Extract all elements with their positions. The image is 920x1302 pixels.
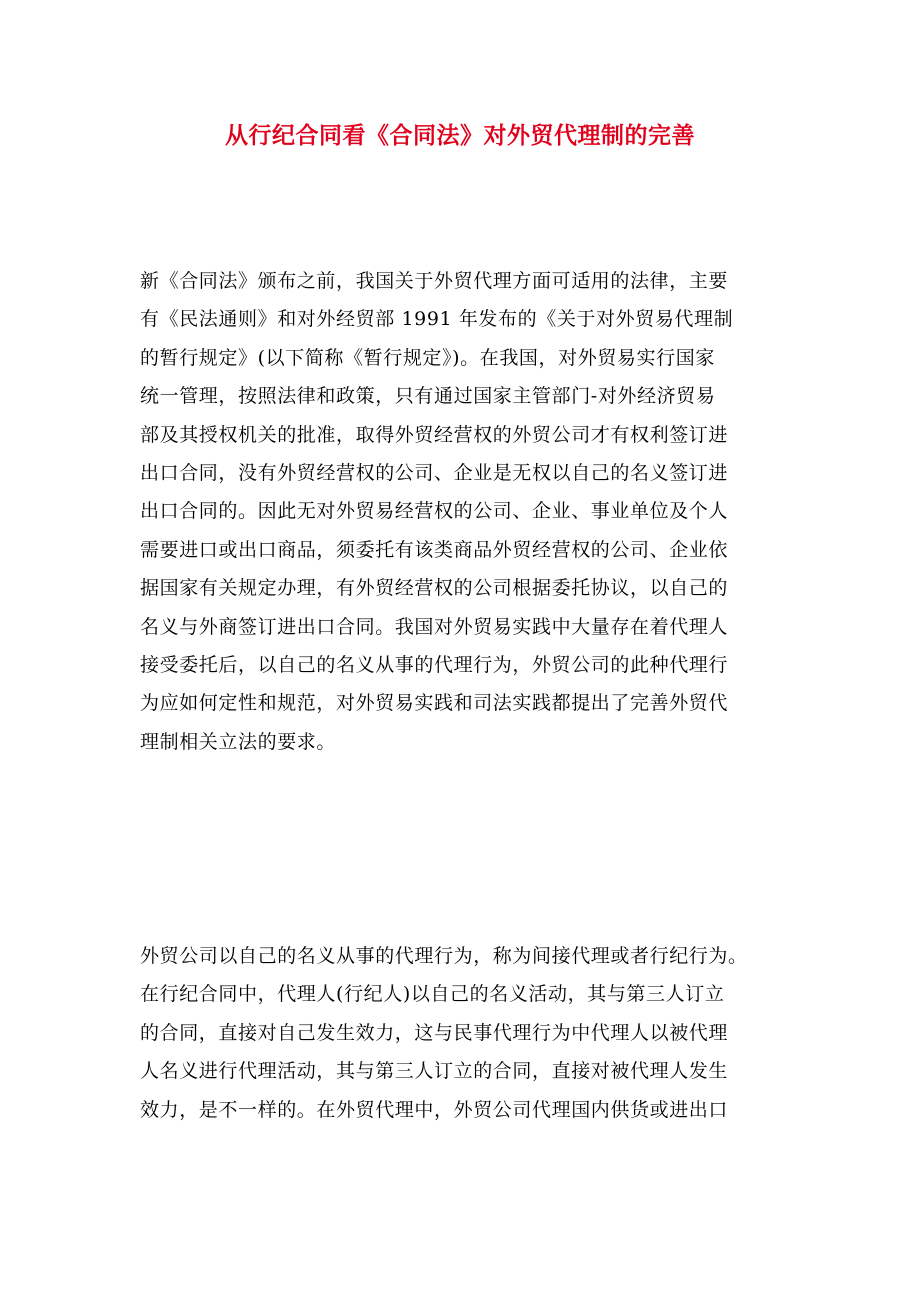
text-line: 名义与外商签订进出口合同。我国对外贸易实践中大量存在着代理人	[140, 615, 729, 638]
text-line: 效力，是不一样的。在外贸代理中，外贸公司代理国内供货或进出口	[140, 1098, 729, 1121]
text-line: 需要进口或出口商品，须委托有该类商品外贸经营权的公司、企业依	[140, 538, 729, 561]
text-line: 接受委托后，以自己的名义从事的代理行为，外贸公司的此种代理行	[140, 653, 729, 676]
text-line: 人名义进行代理活动，其与第三人订立的合同，直接对被代理人发生	[140, 1060, 729, 1083]
document-title: 从行纪合同看《合同法》对外贸代理制的完善	[225, 122, 695, 149]
text-line: 为应如何定性和规范，对外贸易实践和司法实践都提出了完善外贸代	[140, 692, 729, 715]
text-line: 出口合同，没有外贸经营权的公司、企业是无权以自己的名义签订进	[140, 461, 729, 484]
text-line: 新《合同法》颁布之前，我国关于外贸代理方面可适用的法律，主要	[140, 270, 729, 292]
paragraph-2	[140, 937, 790, 1129]
text-line: 有《民法通则》和对外经贸部 1991 年发布的《关于对外贸易代理制	[140, 308, 734, 331]
text-line: 部及其授权机关的批准，取得外贸经营权的外贸公司才有权利签订进	[140, 423, 729, 446]
text-line: 在行纪合同中，代理人(行纪人)以自己的名义活动，其与第三人订立	[140, 983, 725, 1006]
text-line: 据国家有关规定办理，有外贸经营权的公司根据委托协议，以自己的	[140, 577, 729, 600]
paragraph-1	[140, 262, 790, 761]
text-line: 的合同，直接对自己发生效力，这与民事代理行为中代理人以被代理	[140, 1021, 729, 1044]
text-line: 的暂行规定》(以下简称《暂行规定》)。在我国，对外贸易实行国家	[140, 346, 715, 369]
text-line: 出口合同的。因此无对外贸易经营权的公司、企业、事业单位及个人	[140, 500, 729, 523]
text-line: 统一管理，按照法律和政策，只有通过国家主管部门-对外经济贸易	[140, 385, 716, 408]
text-line: 理制相关立法的要求。	[140, 730, 337, 753]
text-line: 外贸公司以自己的名义从事的代理行为，称为间接代理或者行纪行为。	[140, 945, 748, 967]
